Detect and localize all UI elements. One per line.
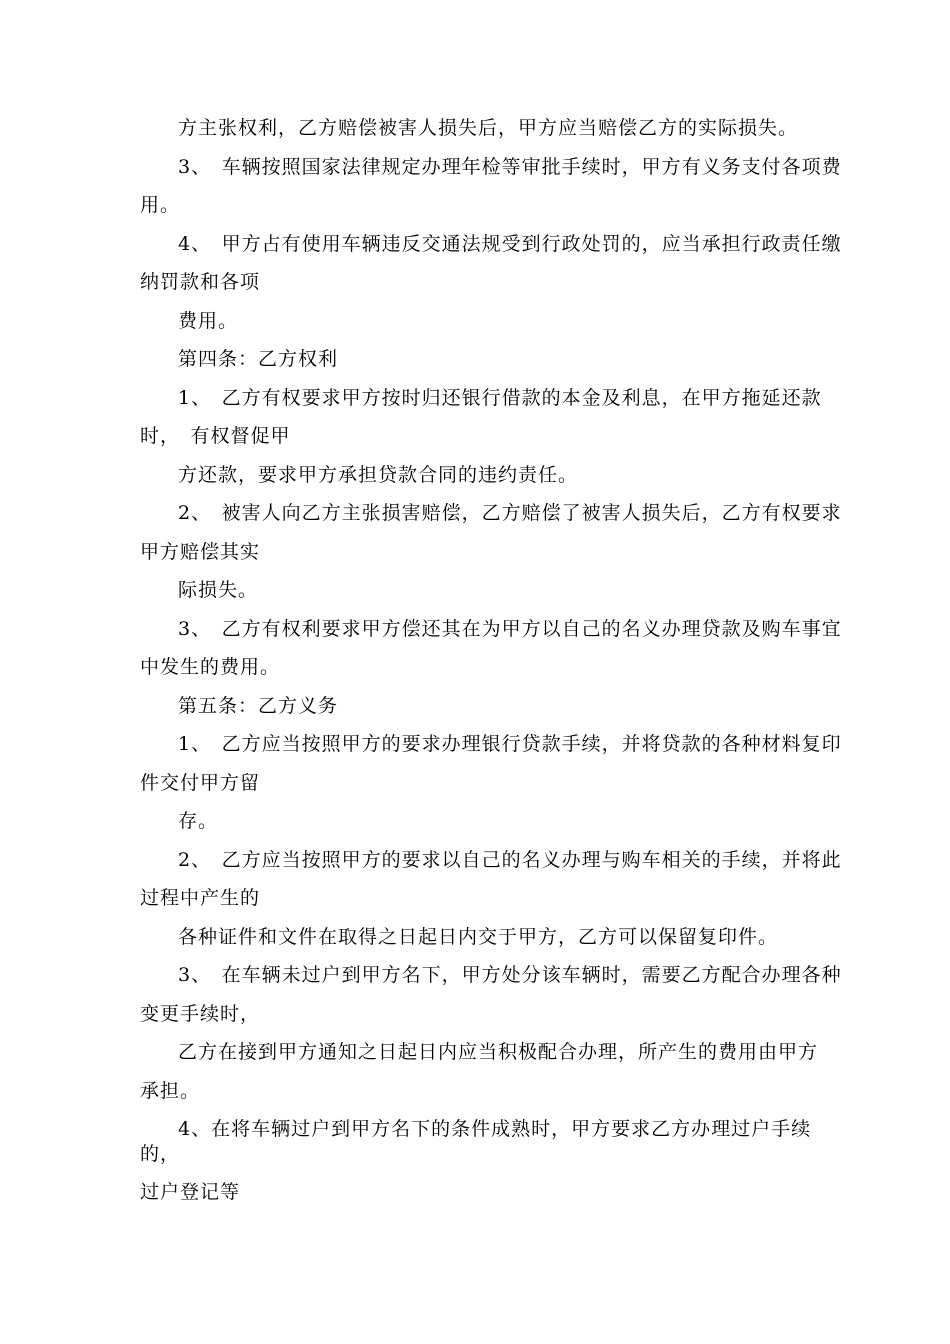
paragraph-line: 1、 乙方应当按照甲方的要求办理银行贷款手续，并将贷款的各种材料复印 — [178, 733, 842, 755]
paragraph-line: 3、 在车辆未过户到甲方名下，甲方处分该车辆时，需要乙方配合办理各种 — [178, 964, 842, 986]
section-heading: 第五条：乙方义务 — [178, 695, 339, 717]
paragraph-line: 过户登记等 — [140, 1181, 241, 1203]
paragraph-line: 纳罚款和各项 — [140, 271, 261, 293]
paragraph-line: 过程中产生的 — [140, 887, 261, 909]
paragraph-line: 4、 甲方占有使用车辆违反交通法规受到行政处罚的，应当承担行政责任缴 — [178, 233, 842, 255]
paragraph-line: 中发生的费用。 — [140, 656, 281, 678]
paragraph-line: 存。 — [178, 810, 219, 832]
paragraph-line: 4、在将车辆过户到甲方名下的条件成熟时，甲方要求乙方办理过户手续 — [178, 1118, 812, 1140]
paragraph-line: 用。 — [140, 194, 181, 216]
paragraph-line: 方还款，要求甲方承担贷款合同的违约责任。 — [178, 464, 579, 486]
paragraph-line: 费用。 — [178, 310, 239, 332]
paragraph-line: 变更手续时， — [140, 1003, 261, 1025]
section-heading: 第四条：乙方权利 — [178, 348, 339, 370]
paragraph-line: 3、 乙方有权利要求甲方偿还其在为甲方以自己的名义办理贷款及购车事宜 — [178, 618, 842, 640]
paragraph-line: 承担。 — [140, 1080, 201, 1102]
paragraph-line: 件交付甲方留 — [140, 772, 261, 794]
paragraph-line: 各种证件和文件在取得之日起日内交于甲方，乙方可以保留复印件。 — [178, 926, 779, 948]
paragraph-line: 的， — [140, 1143, 181, 1165]
paragraph-line: 2、 乙方应当按照甲方的要求以自己的名义办理与购车相关的手续，并将此 — [178, 849, 842, 871]
paragraph-line: 2、 被害人向乙方主张损害赔偿，乙方赔偿了被害人损失后，乙方有权要求 — [178, 502, 842, 524]
paragraph-line: 时， 有权督促甲 — [140, 425, 291, 447]
paragraph-line: 乙方在接到甲方通知之日起日内应当积极配合办理，所产生的费用由甲方 — [178, 1041, 819, 1063]
paragraph-line: 1、 乙方有权要求甲方按时归还银行借款的本金及利息，在甲方拖延还款 — [178, 387, 822, 409]
paragraph-line: 际损失。 — [178, 579, 259, 601]
paragraph-line: 方主张权利，乙方赔偿被害人损失后，甲方应当赔偿乙方的实际损失。 — [178, 117, 799, 139]
paragraph-line: 3、 车辆按照国家法律规定办理年检等审批手续时，甲方有义务支付各项费 — [178, 156, 842, 178]
paragraph-line: 甲方赔偿其实 — [140, 541, 261, 563]
